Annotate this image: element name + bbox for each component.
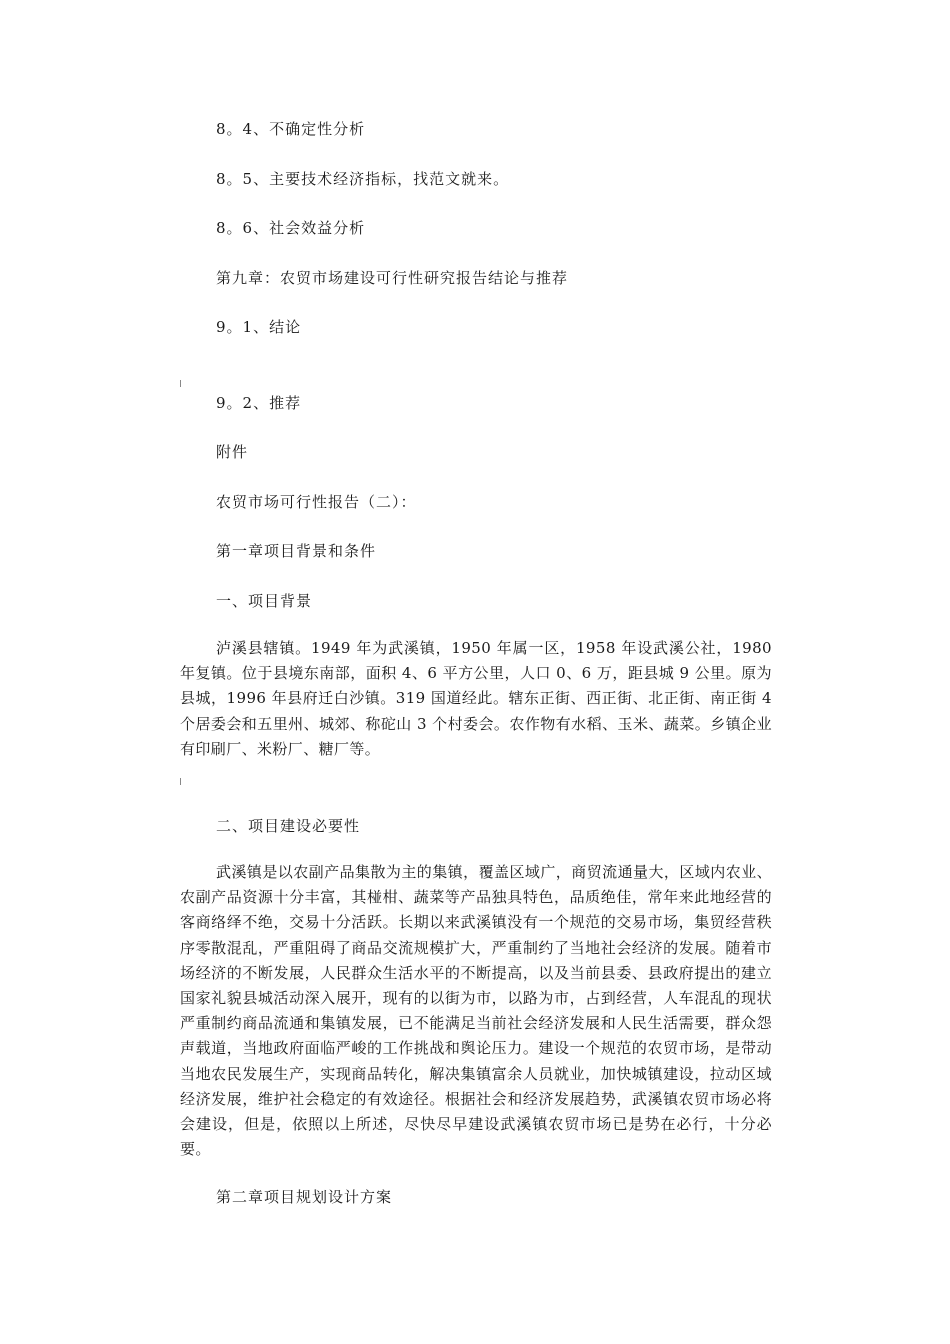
page-break-mark <box>180 380 181 387</box>
background-paragraph: 泸溪县辖镇。1949 年为武溪镇，1950 年属一区，1958 年设武溪公社，1980 年复镇。位于县境东南部，面积 4、6 平方公里，人口 0、6 万，距县城 9 公里。原为县城，1996 年县府迁白沙镇。319 国道经此。辖东正街、西正街、北正街、南正街 4 个居委会和五里州、城郊、称砣山 3 个村委会。农作物有水稻、玉米、蔬菜。乡镇企业有印刷厂、米粉厂、糖厂等。 <box>180 639 772 758</box>
report-two-title: 农贸市场可行性报告（二）： <box>216 493 417 511</box>
line-9-1: 9。1、结论 <box>216 318 302 336</box>
line-8-5: 8。5、主要技术经济指标，找范文就来。 <box>216 170 510 188</box>
chapter-2-heading: 第二章项目规划设计方案 <box>216 1188 393 1206</box>
section-1-heading: 一、项目背景 <box>216 592 313 610</box>
chapter-1-heading: 第一章项目背景和条件 <box>216 542 377 560</box>
page-break-mark <box>180 778 181 785</box>
appendix-heading: 附件 <box>216 443 249 461</box>
line-9-2: 9。2、推荐 <box>216 394 302 412</box>
line-8-4: 8。4、不确定性分析 <box>216 120 366 138</box>
necessity-paragraph: 武溪镇是以农副产品集散为主的集镇，覆盖区域广，商贸流通量大，区域内农业、农副产品资源十分丰富，其椪柑、蔬菜等产品独具特色，品质绝佳，常年来此地经营的客商络绎不绝，交易十分活跃。长期以来武溪镇没有一个规范的交易市场，集贸经营秩序零散混乱，严重阻碍了商品交流规模扩大，严重制约了当地社会经济的发展。随着市场经济的不断发展，人民群众生活水平的不断提高，以及当前县委、县政府提出的建立国家礼貌县城活动深入展开，现有的以街为市，以路为市，占到经营，人车混乱的现状严重制约商品流通和集镇发展，已不能满足当前社会经济发展和人民生活需要，群众怨声载道，当地政府面临严峻的工作挑战和舆论压力。建设一个规范的农贸市场，是带动当地农民发展生产，实现商品转化，解决集镇富余人员就业，加快城镇建设，拉动区域经济发展，维护社会稳定的有效途径。根据社会和经济发展趋势，武溪镇农贸市场必将会建设，但是，依照以上所述，尽快尽早建设武溪镇农贸市场已是势在必行，十分必要。 <box>180 863 772 1159</box>
chapter-9-heading: 第九章：农贸市场建设可行性研究报告结论与推荐 <box>216 269 569 287</box>
section-2-heading: 二、项目建设必要性 <box>216 817 361 835</box>
line-8-6: 8。6、社会效益分析 <box>216 219 366 237</box>
